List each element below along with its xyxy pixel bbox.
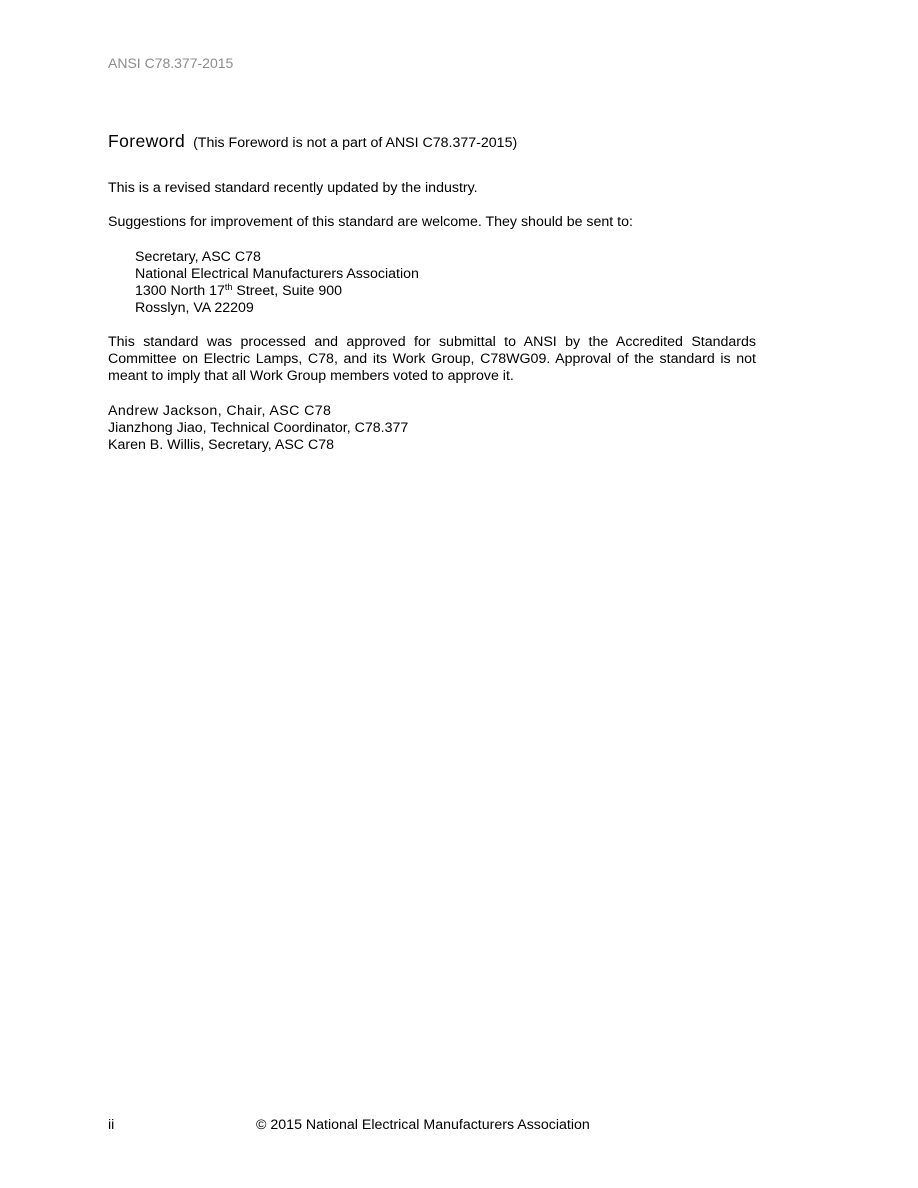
paragraph-suggestions: Suggestions for improvement of this standard are welcome. They should be sent to: [108, 214, 633, 230]
address-line-2: National Electrical Manufacturers Association [135, 266, 419, 282]
mailing-address [135, 249, 419, 317]
address-line-1: Secretary, ASC C78 [135, 249, 261, 265]
signer-chair: Andrew Jackson, Chair, ASC C78 [108, 403, 332, 419]
foreword-title: Foreword [108, 131, 186, 151]
copyright-notice: © 2015 National Electrical Manufacturers Association [256, 1117, 590, 1133]
paragraph-approval: This standard was processed and approved for submittal to ANSI by the Accredited Standards Committee on Electric Lamps, C78, and its Work Group, C78WG09. Approval of the standard is not meant to imply that all Work Group members voted to approve it. [108, 334, 756, 384]
address-line-3 [135, 283, 419, 300]
address-ordinal-suffix: th [224, 282, 233, 292]
address-line-4: Rosslyn, VA 22209 [135, 300, 254, 316]
signer-technical-coordinator: Jianzhong Jiao, Technical Coordinator, C78.377 [108, 420, 409, 436]
address-street-rest: Street, Suite 900 [232, 283, 343, 299]
page-number: ii [108, 1117, 115, 1133]
foreword-note: (This Foreword is not a part of ANSI C78.377-2015) [193, 135, 518, 151]
signer-secretary: Karen B. Willis, Secretary, ASC C78 [108, 437, 335, 453]
signers-list [108, 403, 408, 454]
running-header: ANSI C78.377-2015 [108, 55, 234, 71]
paragraph-revised-standard: This is a revised standard recently updated by the industry. [108, 180, 478, 196]
address-street-number: 1300 North 17 [135, 283, 225, 299]
foreword-heading [108, 131, 768, 152]
